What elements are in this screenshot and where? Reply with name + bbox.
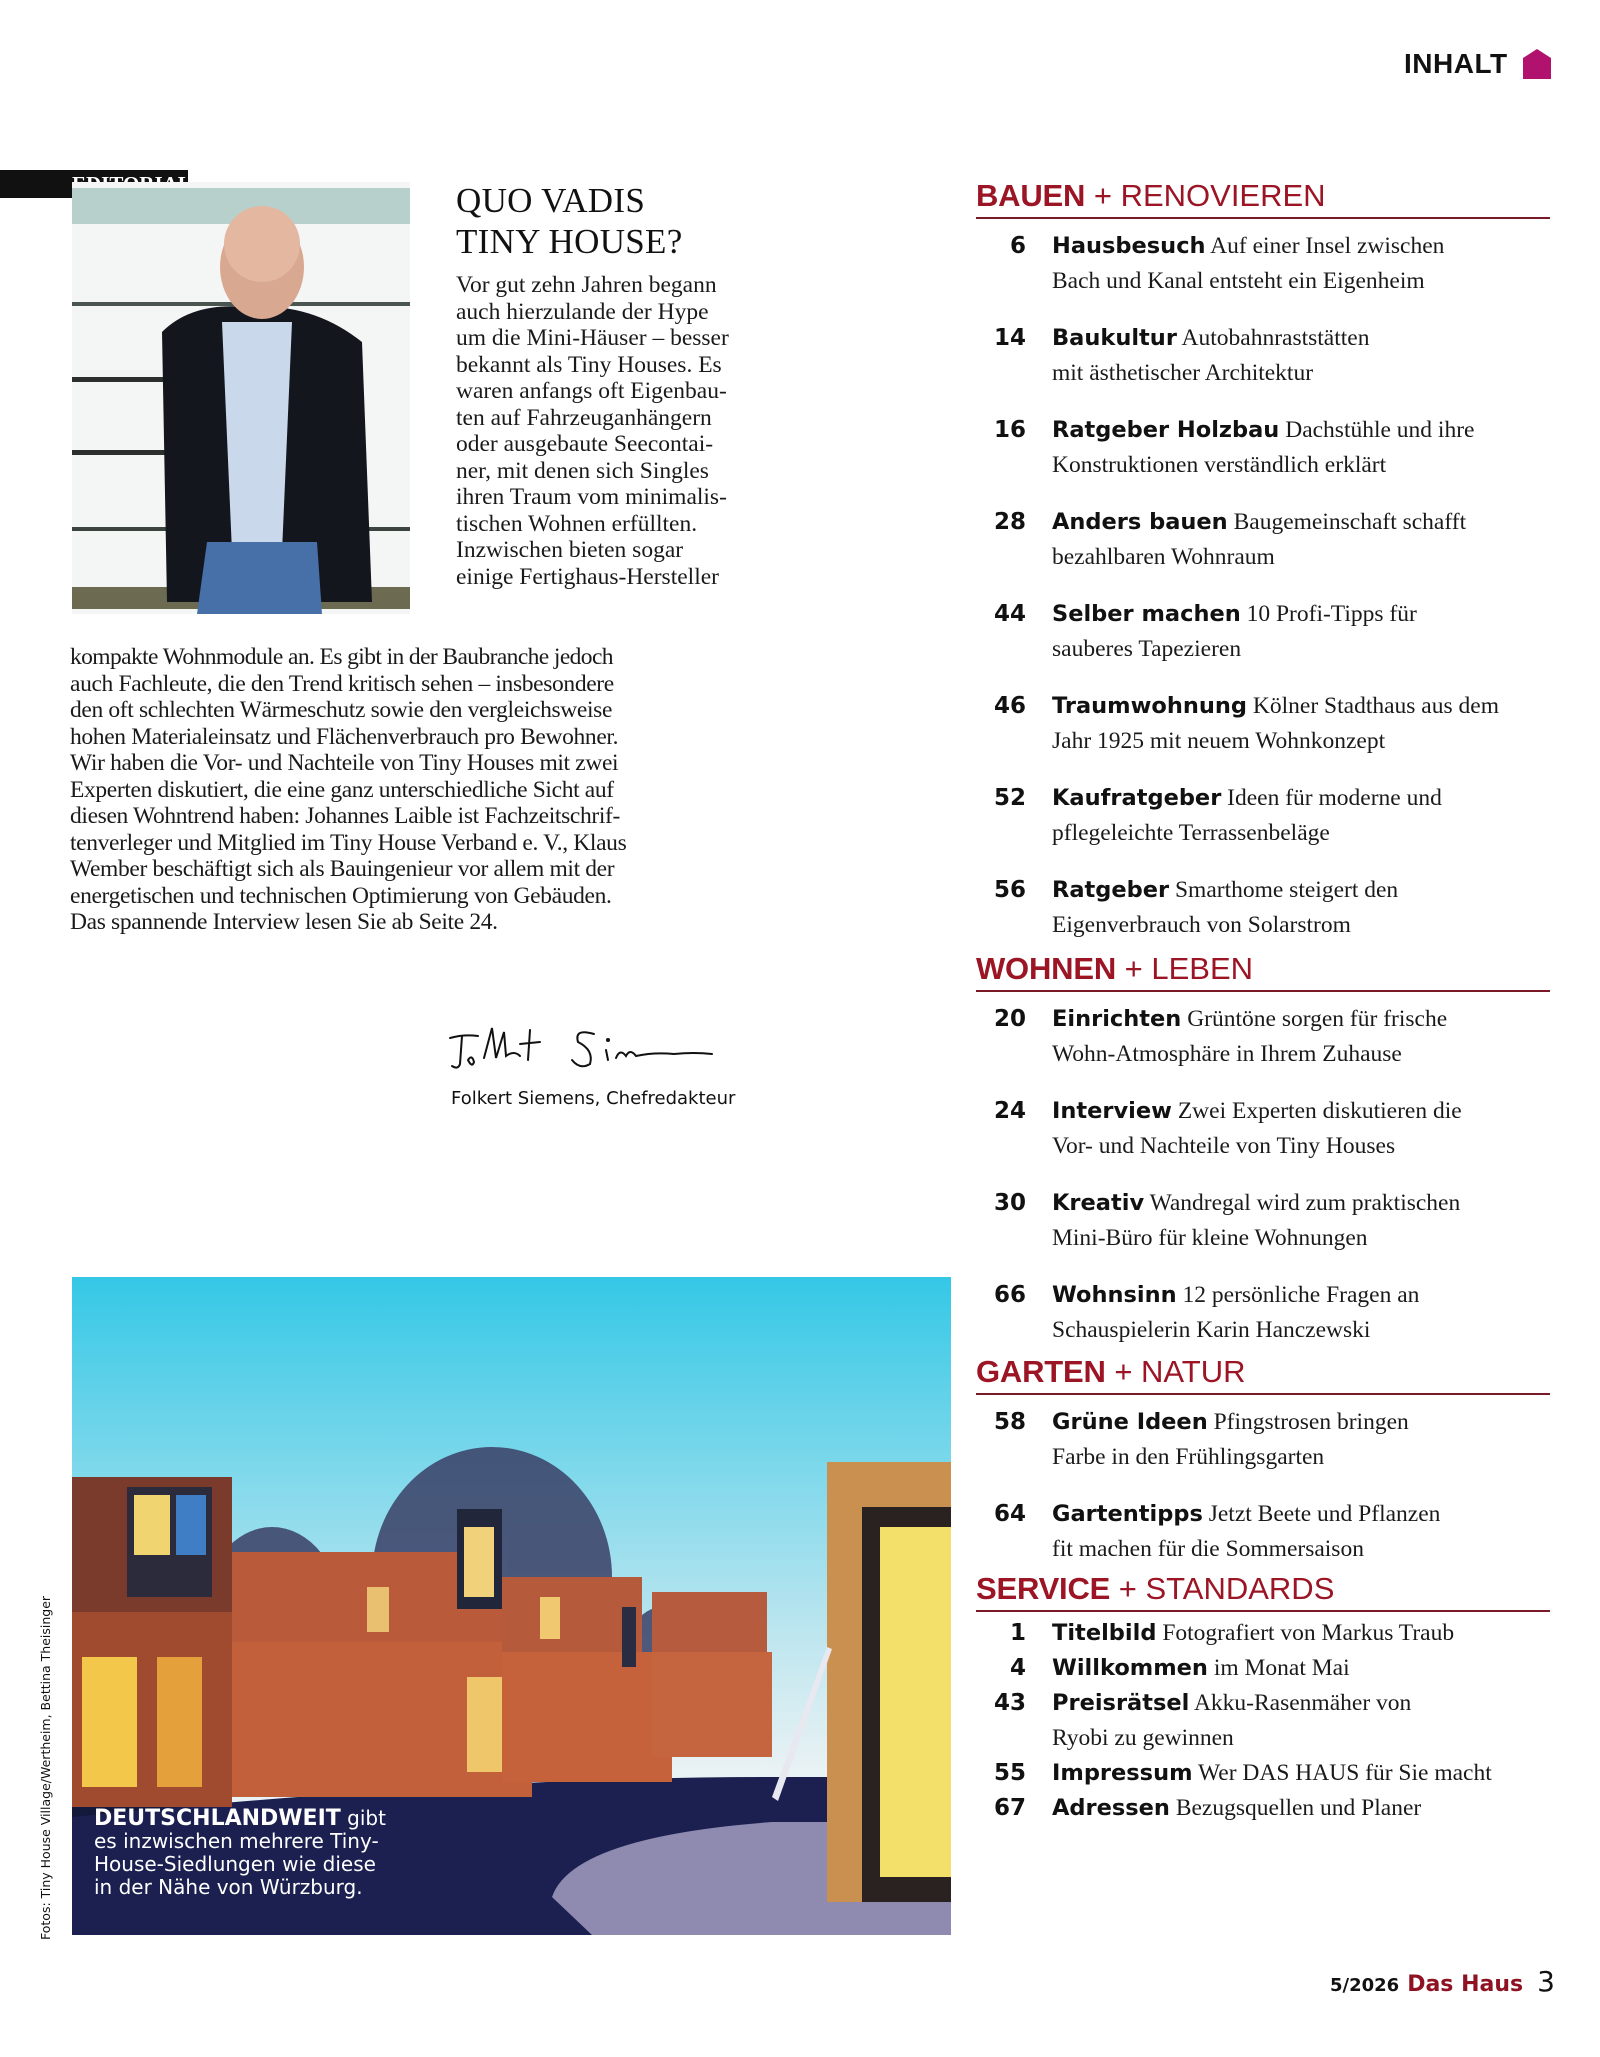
- entry-description: Vor- und Nachteile von Tiny Houses: [1052, 1133, 1396, 1159]
- entry-keyword: Selber machen: [1052, 601, 1241, 627]
- entry-line: [1052, 1405, 1550, 1440]
- entry-description: 12 persönliche Fragen an: [1182, 1282, 1420, 1308]
- editorial-body-wide: [70, 644, 780, 936]
- entry-description: Wandregal wird zum praktischen: [1149, 1190, 1461, 1216]
- page-ref: 52: [993, 785, 1026, 811]
- section-heading-strong: SERVICE: [976, 1571, 1111, 1606]
- editor-signature: [444, 1020, 764, 1080]
- entry-text: [1052, 781, 1550, 851]
- body-line: Das spannende Interview lesen Sie ab Seite 24.: [70, 909, 498, 935]
- entry-description: Autobahnraststätten: [1181, 325, 1370, 351]
- page-ref: 43: [993, 1690, 1026, 1716]
- toc-entry[interactable]: [976, 229, 1550, 299]
- entry-description: Auf einer Insel zwischen: [1210, 233, 1445, 259]
- toc-entry[interactable]: [976, 1186, 1550, 1256]
- entry-description: Eigenverbrauch von Solarstrom: [1052, 912, 1351, 938]
- entry-description: sauberes Tapezieren: [1052, 636, 1242, 662]
- caption-text: House-Siedlungen wie diese: [94, 1852, 376, 1876]
- section-heading-strong: GARTEN: [976, 1354, 1106, 1389]
- page-ref: 28: [993, 509, 1026, 535]
- page-ref: 44: [993, 601, 1026, 627]
- toc-entries: [976, 992, 1550, 1348]
- entry-text: [1052, 505, 1550, 575]
- tiny-house-village-photo: [72, 1277, 951, 1935]
- caption-text: es inzwischen mehrere Tiny-: [94, 1829, 379, 1853]
- body-line: tischen Wohnen erfüllten.: [456, 510, 698, 537]
- toc-section: [976, 951, 1550, 1348]
- page-ref: 1: [1009, 1620, 1026, 1646]
- entry-description: Ideen für moderne und: [1227, 785, 1442, 811]
- entry-description: Jahr 1925 mit neuem Wohnkonzept: [1052, 728, 1386, 754]
- entry-line: [1052, 1651, 1550, 1686]
- entry-keyword: Ratgeber: [1052, 877, 1170, 903]
- entry-description: Bach und Kanal entsteht ein Eigenheim: [1052, 268, 1425, 294]
- section-heading: [976, 1571, 1550, 1612]
- entry-text: [1052, 1791, 1550, 1826]
- entry-text: [1052, 1405, 1550, 1475]
- page-ref: 16: [993, 417, 1026, 443]
- entry-keyword: Ratgeber Holzbau: [1052, 417, 1280, 443]
- caption-text: gibt: [347, 1806, 386, 1830]
- entry-description: Grüntöne sorgen für frische: [1187, 1006, 1448, 1032]
- toc-section: [976, 1354, 1550, 1567]
- toc-section: [976, 178, 1550, 943]
- page-footer: [1330, 1965, 1555, 1998]
- entry-description: pflegeleichte Terrassenbeläge: [1052, 820, 1330, 846]
- entry-description: Dachstühle und ihre: [1285, 417, 1475, 443]
- page-ref: 56: [993, 877, 1026, 903]
- table-of-contents: [976, 178, 1550, 1826]
- entry-keyword: Adressen: [1052, 1795, 1170, 1821]
- toc-entry[interactable]: [976, 1278, 1550, 1348]
- entry-line: [1052, 505, 1550, 540]
- entry-keyword: Impressum: [1052, 1760, 1193, 1786]
- body-line: auch hierzulande der Hype: [456, 298, 709, 325]
- photo-credit: Fotos: Tiny House Village/Wertheim, Bettina Theisinger: [38, 1595, 53, 1940]
- entry-keyword: Grüne Ideen: [1052, 1409, 1208, 1435]
- page-ref: 58: [993, 1409, 1026, 1435]
- body-line: diesen Wohntrend haben: Johannes Laible ist Fachzeitschrif-: [70, 803, 620, 829]
- entry-line: [1052, 1497, 1550, 1532]
- entry-keyword: Einrichten: [1052, 1006, 1182, 1032]
- entry-text: [1052, 1002, 1550, 1072]
- magazine-brand: Das Haus: [1407, 1972, 1524, 1997]
- entry-line: [1052, 873, 1550, 908]
- body-line: energetischen und technischen Optimierung von Gebäuden.: [70, 882, 612, 909]
- page-ref: 46: [993, 693, 1026, 719]
- entry-text: [1052, 873, 1550, 943]
- section-heading: [976, 1354, 1550, 1395]
- entry-line: [1052, 1094, 1550, 1129]
- entry-description: mit ästhetischer Architektur: [1052, 360, 1314, 386]
- toc-entry[interactable]: [976, 597, 1550, 667]
- page-ref: 6: [1009, 233, 1026, 259]
- toc-entry[interactable]: [976, 1002, 1550, 1072]
- body-line: Inzwischen bieten sogar: [456, 537, 684, 563]
- signature-caption: Folkert Siemens, Chefredakteur: [451, 1088, 736, 1109]
- page-ref: 55: [993, 1760, 1026, 1786]
- entry-keyword: Willkommen: [1052, 1655, 1208, 1681]
- entry-keyword: Interview: [1052, 1098, 1172, 1124]
- toc-entry[interactable]: [976, 413, 1550, 483]
- body-line: ihren Traum vom minimalis-: [456, 484, 727, 510]
- section-heading-strong: WOHNEN: [976, 951, 1117, 986]
- entry-text: [1052, 689, 1550, 759]
- body-line: einige Fertighaus-Hersteller: [456, 563, 719, 590]
- entry-line: [1052, 321, 1550, 356]
- entry-text: [1052, 1186, 1550, 1256]
- section-heading: [976, 178, 1550, 219]
- entry-keyword: Titelbild: [1052, 1620, 1157, 1646]
- caption-bold: DEUTSCHLANDWEIT: [94, 1806, 341, 1831]
- section-heading-light: + LEBEN: [1124, 951, 1254, 986]
- entry-description: Wohn-Atmosphäre in Ihrem Zuhause: [1052, 1041, 1402, 1067]
- entry-keyword: Traumwohnung: [1052, 693, 1248, 719]
- section-heading-strong: BAUEN: [976, 178, 1086, 213]
- entry-text: [1052, 413, 1550, 483]
- entry-text: [1052, 1094, 1550, 1164]
- entry-line: [1052, 689, 1550, 724]
- photo-caption: [94, 1807, 386, 1899]
- page-ref: 30: [993, 1190, 1026, 1216]
- editorial-body-narrow: [456, 272, 776, 590]
- page-ref: 64: [993, 1501, 1026, 1527]
- section-heading-light: + STANDARDS: [1118, 1571, 1335, 1606]
- body-line: kompakte Wohnmodule an. Es gibt in der Baubranche jedoch: [70, 644, 613, 670]
- entry-description: Kölner Stadthaus aus dem: [1252, 693, 1499, 719]
- toc-entry[interactable]: [976, 1791, 1550, 1826]
- entry-description: Konstruktionen verständlich erklärt: [1052, 452, 1387, 478]
- entry-text: [1052, 321, 1550, 391]
- page-ref: 24: [993, 1098, 1026, 1124]
- entry-line: [1052, 781, 1550, 816]
- body-line: auch Fachleute, die den Trend kritisch sehen – insbesondere: [70, 670, 614, 697]
- entry-text: [1052, 597, 1550, 667]
- body-line: ner, mit denen sich Singles: [456, 457, 709, 484]
- entry-description: Smarthome steigert den: [1174, 877, 1399, 903]
- toc-entry[interactable]: [976, 1686, 1550, 1756]
- body-line: waren anfangs oft Eigenbau-: [456, 378, 727, 404]
- entry-line: [1052, 229, 1550, 264]
- toc-entry[interactable]: [976, 781, 1550, 851]
- body-line: Wember beschäftigt sich als Bauingenieur vor allem mit der: [70, 856, 615, 882]
- toc-entry[interactable]: [976, 1651, 1550, 1686]
- toc-section: [976, 1571, 1550, 1826]
- entry-line: [1052, 1186, 1550, 1221]
- caption-text: in der Nähe von Würzburg.: [94, 1875, 363, 1899]
- entry-text: [1052, 1651, 1550, 1686]
- entry-description: Wer DAS HAUS für Sie macht: [1197, 1760, 1492, 1786]
- entry-text: [1052, 229, 1550, 299]
- body-line: Vor gut zehn Jahren begann: [456, 272, 717, 298]
- entry-description: Bezugsquellen und Planer: [1175, 1795, 1422, 1821]
- page-header: [1404, 48, 1552, 80]
- section-heading-light: + RENOVIEREN: [1093, 178, 1326, 213]
- page-ref: 66: [993, 1282, 1026, 1308]
- toc-entries: [976, 219, 1550, 943]
- body-line: den oft schlechten Wärmeschutz sowie den vergleichsweise: [70, 697, 613, 723]
- entry-keyword: Anders bauen: [1052, 509, 1228, 535]
- entry-description: Schauspielerin Karin Hanczewski: [1052, 1317, 1371, 1343]
- toc-entry[interactable]: [976, 1756, 1550, 1791]
- entry-description: Jetzt Beete und Pflanzen: [1208, 1501, 1441, 1527]
- toc-entry[interactable]: [976, 689, 1550, 759]
- entry-description: Pfingstrosen bringen: [1213, 1409, 1409, 1435]
- entry-description: fit machen für die Sommersaison: [1052, 1536, 1364, 1562]
- house-icon: [1522, 48, 1552, 80]
- entry-line: [1052, 1756, 1550, 1791]
- page-ref: 20: [993, 1006, 1026, 1032]
- entry-line: [1052, 1278, 1550, 1313]
- entry-keyword: Kaufratgeber: [1052, 785, 1222, 811]
- editorial-title: [456, 180, 683, 262]
- entry-keyword: Hausbesuch: [1052, 233, 1206, 259]
- body-line: bekannt als Tiny Houses. Es: [456, 351, 722, 378]
- entry-description: Ryobi zu gewinnen: [1052, 1725, 1234, 1751]
- body-line: Experten diskutiert, die eine ganz unterschiedliche Sicht auf: [70, 776, 614, 803]
- body-line: Wir haben die Vor- und Nachteile von Tiny Houses mit zwei: [70, 750, 619, 776]
- editor-portrait: [72, 182, 410, 614]
- body-line: tenverleger und Mitglied im Tiny House Verband e. V., Klaus: [70, 829, 627, 856]
- entry-description: 10 Profi-Tipps für: [1246, 601, 1417, 627]
- entry-text: [1052, 1756, 1550, 1791]
- page-ref: 4: [1009, 1655, 1026, 1681]
- page-ref: 67: [993, 1795, 1026, 1821]
- entry-description: bezahlbaren Wohnraum: [1052, 544, 1275, 570]
- toc-entry[interactable]: [976, 1405, 1550, 1475]
- toc-entry[interactable]: [976, 1094, 1550, 1164]
- section-heading: [976, 951, 1550, 992]
- entry-text: [1052, 1616, 1550, 1651]
- page-ref: 14: [993, 325, 1026, 351]
- entry-description: im Monat Mai: [1213, 1655, 1350, 1681]
- entry-description: Zwei Experten diskutieren die: [1177, 1098, 1462, 1124]
- body-line: ten auf Fahrzeuganhängern: [456, 404, 712, 431]
- section-heading-light: + NATUR: [1114, 1354, 1246, 1389]
- entry-description: Fotografiert von Markus Traub: [1162, 1620, 1455, 1646]
- toc-entries: [976, 1395, 1550, 1567]
- entry-description: Akku-Rasenmäher von: [1193, 1690, 1412, 1716]
- issue-number: 5/2026: [1330, 1975, 1400, 1996]
- body-line: hohen Materialeinsatz und Flächenverbrauch pro Bewohner.: [70, 723, 619, 750]
- title-line: TINY HOUSE?: [456, 222, 683, 261]
- entry-description: Farbe in den Frühlingsgarten: [1052, 1444, 1325, 1470]
- toc-entry[interactable]: [976, 1497, 1550, 1567]
- entry-line: [1052, 597, 1550, 632]
- entry-keyword: Preisrätsel: [1052, 1690, 1190, 1716]
- body-line: oder ausgebaute Seecontai-: [456, 431, 714, 457]
- entry-keyword: Kreativ: [1052, 1190, 1145, 1216]
- page-number: 3: [1537, 1965, 1555, 1998]
- toc-entries: [976, 1612, 1550, 1826]
- entry-text: [1052, 1686, 1550, 1756]
- toc-entry[interactable]: [976, 1616, 1550, 1651]
- entry-description: Baugemeinschaft schafft: [1233, 509, 1467, 535]
- title-line: QUO VADIS: [456, 181, 646, 220]
- entry-keyword: Gartentipps: [1052, 1501, 1203, 1527]
- entry-line: [1052, 1791, 1550, 1826]
- toc-entry[interactable]: [976, 505, 1550, 575]
- entry-line: [1052, 1616, 1550, 1651]
- entry-line: [1052, 1686, 1550, 1721]
- entry-description: Mini-Büro für kleine Wohnungen: [1052, 1225, 1368, 1251]
- entry-line: [1052, 1002, 1550, 1037]
- entry-keyword: Baukultur: [1052, 325, 1177, 351]
- entry-text: [1052, 1278, 1550, 1348]
- entry-keyword: Wohnsinn: [1052, 1282, 1177, 1308]
- contents-heading: INHALT: [1404, 48, 1508, 79]
- entry-text: [1052, 1497, 1550, 1567]
- toc-entry[interactable]: [976, 873, 1550, 943]
- entry-line: [1052, 413, 1550, 448]
- toc-entry[interactable]: [976, 321, 1550, 391]
- body-line: um die Mini-Häuser – besser: [456, 325, 729, 351]
